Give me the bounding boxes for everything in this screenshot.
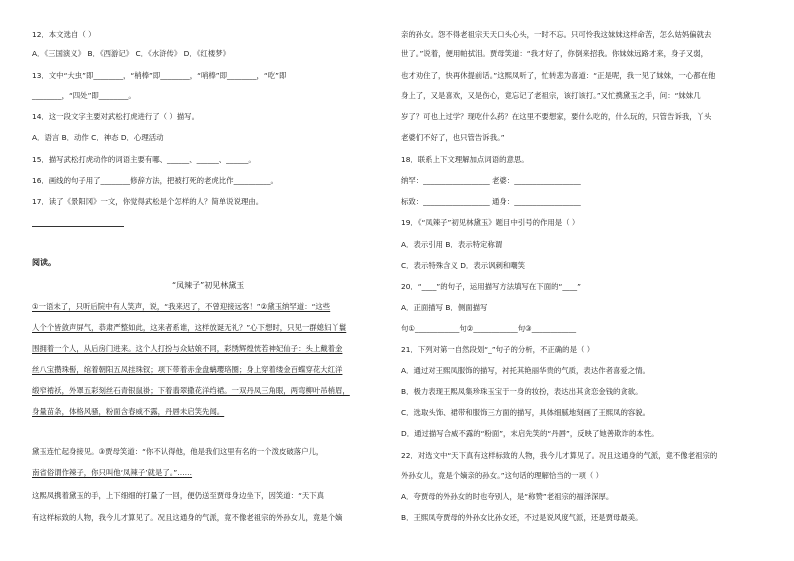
passage-line: 有这样标致的人物，我今儿才算见了。况且这通身的气派，竟不像老祖宗的外孙女儿，竟是个嫡 bbox=[32, 513, 343, 522]
question-22-line-2: 外孙女儿，竟是个嫡亲的孙女。”这句话的理解恰当的一项（ ） bbox=[401, 471, 604, 480]
question-21-option-c: C．选取头饰、裙带和服饰三方面的描写，具体细腻地刻画了王熙凤的容貌。 bbox=[401, 408, 651, 417]
question-21-option-d: D．通过描写合威不露的“粉面”，末启先笑的“丹唇”，反映了她善欺诈的本性。 bbox=[401, 429, 659, 438]
passage-line: 世了。”说着，便用帕拭泪。贾母笑道：“我才好了，你倒来招我。你妹妹远路才来，身子又弱， bbox=[401, 49, 708, 58]
passage-line: 缎窄褃袄，外罩五彩刻丝石青银鼠褂；下着翡翠撒花洋绉裙。一双丹凤三角眼，两弯柳叶吊梢眉， bbox=[32, 386, 350, 395]
passage-line: ①一语未了，只听后院中有人笑声，说，“我来迟了，不曾迎接远客！”②黛玉纳罕道：“这些 bbox=[32, 302, 331, 311]
question-19-options-ab: A．表示引用 B．表示特定称谓 bbox=[401, 240, 503, 249]
passage-line: 这熙凤携着黛玉的手，上下细细的打量了一回，便仍送至贾母身边坐下，因笑道：“天下真 bbox=[32, 491, 325, 500]
question-20: 20．“____”的句子，运用描写方法填写在下面的“____” bbox=[401, 282, 581, 291]
passage-line: 南省俗谓作辣子，你只叫他‘凤辣子’就是了。”…… bbox=[32, 468, 193, 477]
passage-line: 岁了？可也上过学？现吃什么药？在这里不要想家，要什么吃的，什么玩的，只管告诉我，丫头 bbox=[401, 112, 712, 121]
question-18-row-2: 标致：__________________ 通身：__________________ bbox=[401, 197, 581, 206]
question-14-options: A．语言 B．动作 C．神态 D．心理活动 bbox=[32, 133, 164, 142]
passage-line: 黛玉连忙起身接见。③贾母笑道：“你不认得他，他是我们这里有名的一个泼皮破落户儿， bbox=[32, 447, 324, 456]
question-14: 14．这一段文字主要对武松打虎进行了（ ）描写。 bbox=[32, 112, 199, 121]
question-21-option-a: A．通过对王熙凤服饰的描写，衬托其艳丽华贵的气质，表达作者喜爱之情。 bbox=[401, 366, 650, 375]
passage-line: 也才劝住了，快再休提前话。”这熙凤听了，忙转悲为喜道：“正是呢，我一见了妹妹，一心都在他 bbox=[401, 71, 716, 80]
passage-title: “凤辣子”初见林黛玉 bbox=[172, 281, 245, 290]
question-19-options-cd: C．表示特殊含义 D．表示讽刺和嘲笑 bbox=[401, 261, 526, 270]
question-20-options: A．正面描写 B．侧面描写 bbox=[401, 303, 488, 312]
passage-line: 身量苗条，体格风骚，粉面含春威不露，丹唇未启笑先闻。 bbox=[32, 407, 225, 416]
question-21: 21．下列对第一自然段划“_”句子的分析，不正确的是（ ） bbox=[401, 345, 595, 354]
question-13-line-2: ________，“四处”即________。 bbox=[32, 91, 136, 100]
question-12: 12．本文选自（ ） bbox=[32, 30, 96, 39]
question-22-option-a: A．夸贾母的外孙女的时也夸别人，是“称赞”老祖宗的福泽深厚。 bbox=[401, 492, 614, 501]
question-17: 17．读了《景阳冈》一文，你觉得武松是个怎样的人？简单说说理由。 bbox=[32, 197, 264, 206]
passage-line: 老婆们不好了，也只管告诉我。” bbox=[401, 133, 505, 142]
question-20-fill: 句①____________句②____________句③____________ bbox=[401, 324, 577, 333]
question-15: 15．描写武松打虎动作的词语主要有哪、______、______、______。 bbox=[32, 155, 256, 164]
reading-heading: 阅读。 bbox=[32, 258, 56, 267]
question-21-option-b: B．极力表现王熙凤集珍珠玉宝于一身的妆扮，表达出其贪恋金钱的贪欲。 bbox=[401, 387, 643, 396]
question-18: 18．联系上下文理解加点词语的意思。 bbox=[401, 155, 529, 164]
question-18-row-1: 纳罕：__________________ 老婆：__________________ bbox=[401, 176, 581, 185]
question-22-line-1: 22．对选文中“天下真有这样标致的人物，我今儿才算见了。况且这通身的气派，竟不像老祖宗的 bbox=[401, 451, 718, 460]
question-19: 19．《“凤辣子”初见林黛玉》题目中引号的作用是（ ） bbox=[401, 218, 580, 227]
passage-line: 身上了，又是喜欢，又是伤心，竟忘记了老祖宗，该打该打。”又忙携黛玉之手，问：“妹妹几 bbox=[401, 91, 701, 100]
question-16: 16．画线的句子用了________修辞方法，把被打死的老虎比作__________。 bbox=[32, 176, 278, 185]
passage-line: 丝八宝攒珠髻，绾着朝阳五凤挂珠钗；项下带着赤金盘螭璎珞圈；身上穿着缕金百蝶穿花大红洋 bbox=[32, 365, 343, 374]
question-22-option-b: B．王熙凤夸贾母的外孙女比孙女还，不过是说风度气派，还是贾母最美。 bbox=[401, 513, 643, 522]
answer-line bbox=[32, 226, 124, 227]
question-13-line-1: 13．文中“大虫”即________，“梢棒”即________，“哨棒”即________，“吃”即 bbox=[32, 71, 287, 80]
passage-line: 亲的孙女。怨不得老祖宗天天口头心头，一时不忘。只可怜我这妹妹这样命苦，怎么姑妈偏就去 bbox=[401, 30, 712, 39]
passage-line: 围拥着一个人，从后房门进来。这个人打扮与众姑娘不同，彩绣辉煌恍若神妃仙子：头上戴着金 bbox=[32, 344, 343, 353]
passage-line: 人个个皆敛声屏气，恭肃严整如此，这来者系谁，这样放诞无礼？”心下想时，只见一群媳妇丫鬟 bbox=[32, 323, 347, 332]
question-12-options: A．《三国演义》 B．《西游记》 C．《水浒传》 D．《红楼梦》 bbox=[32, 49, 230, 58]
